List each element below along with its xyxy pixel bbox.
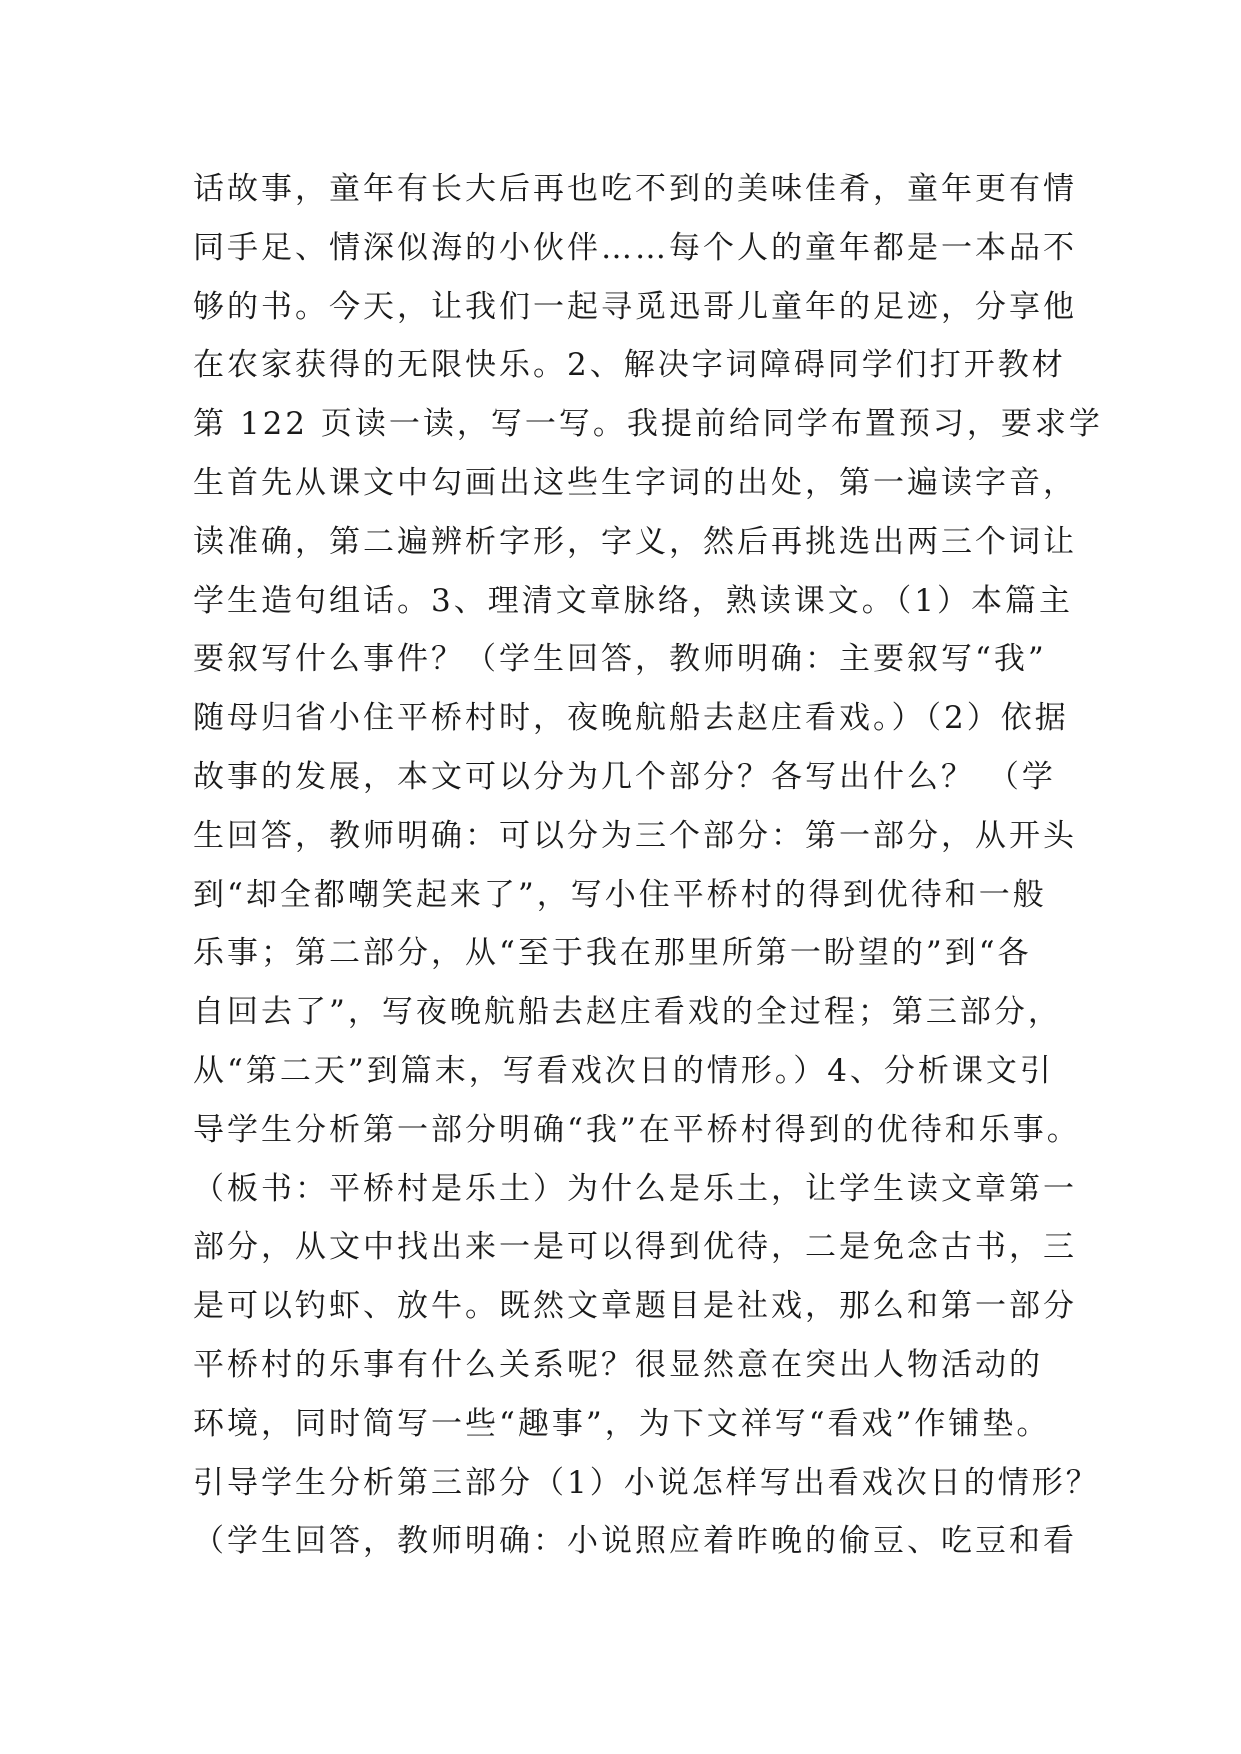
text-line-13: 到“却全都嘲笑起来了”，写小住平桥村的得到优待和一般 (193, 876, 1047, 913)
text-line-15: 自回去了”，写夜晚航船去赵庄看戏的全过程；第三部分， (193, 994, 1062, 1031)
text-line-12: 生回答，教师明确：可以分为三个部分：第一部分，从开头 (193, 817, 1077, 854)
text-line-20: 是可以钓虾、放牛。既然文章题目是社戏，那么和第一部分 (193, 1288, 1077, 1325)
text-line-3: 够的书。今天，让我们一起寻觅迅哥儿童年的足迹，分享他 (193, 288, 1077, 325)
text-line-9: 要叙写什么事件？（学生回答，教师明确：主要叙写“我” (193, 641, 1047, 678)
text-line-1: 话故事，童年有长大后再也吃不到的美味佳肴，童年更有情 (193, 171, 1077, 207)
text-line-5: 第 122 页读一读，写一写。我提前给同学布置预习，要求学 (193, 406, 1103, 443)
body-text (193, 160, 1103, 1571)
text-line-23: 引导学生分析第三部分（1）小说怎样写出看戏次日的情形？ (193, 1464, 1100, 1501)
text-line-16: 从“第二天”到篇末，写看戏次日的情形。）4、分析课文引 (193, 1052, 1054, 1089)
text-line-17: 导学生分析第一部分明确“我”在平桥村得到的优待和乐事。 (193, 1111, 1081, 1148)
text-line-14: 乐事；第二部分，从“至于我在那里所第一盼望的”到“各 (193, 935, 1032, 972)
text-line-7: 读准确，第二遍辨析字形，字义，然后再挑选出两三个词让 (193, 523, 1077, 560)
text-line-18: （板书：平桥村是乐土）为什么是乐土，让学生读文章第一 (193, 1170, 1077, 1207)
text-line-22: 环境，同时简写一些“趣事”，为下文祥写“看戏”作铺垫。 (193, 1405, 1051, 1442)
text-line-6: 生首先从课文中勾画出这些生字词的出处，第一遍读字音， (193, 464, 1077, 501)
text-line-19: 部分，从文中找出来一是可以得到优待，二是免念古书，三 (193, 1229, 1077, 1266)
text-line-24: （学生回答，教师明确：小说照应着昨晚的偷豆、吃豆和看 (193, 1523, 1077, 1560)
text-line-10: 随母归省小住平桥村时，夜晚航船去赵庄看戏。）（2）依据 (193, 700, 1069, 737)
text-line-2: 同手足、情深似海的小伙伴……每个人的童年都是一本品不 (193, 229, 1077, 266)
text-line-8: 学生造句组话。3、理清文章脉络，熟读课文。（1）本篇主 (193, 582, 1073, 619)
text-line-21: 平桥村的乐事有什么关系呢？很显然意在突出人物活动的 (193, 1346, 1043, 1383)
text-line-11: 故事的发展，本文可以分为几个部分？各写出什么？ （学 (193, 758, 1056, 795)
text-line-4: 在农家获得的无限快乐。2、解决字词障碍同学们打开教材 (193, 347, 1066, 384)
